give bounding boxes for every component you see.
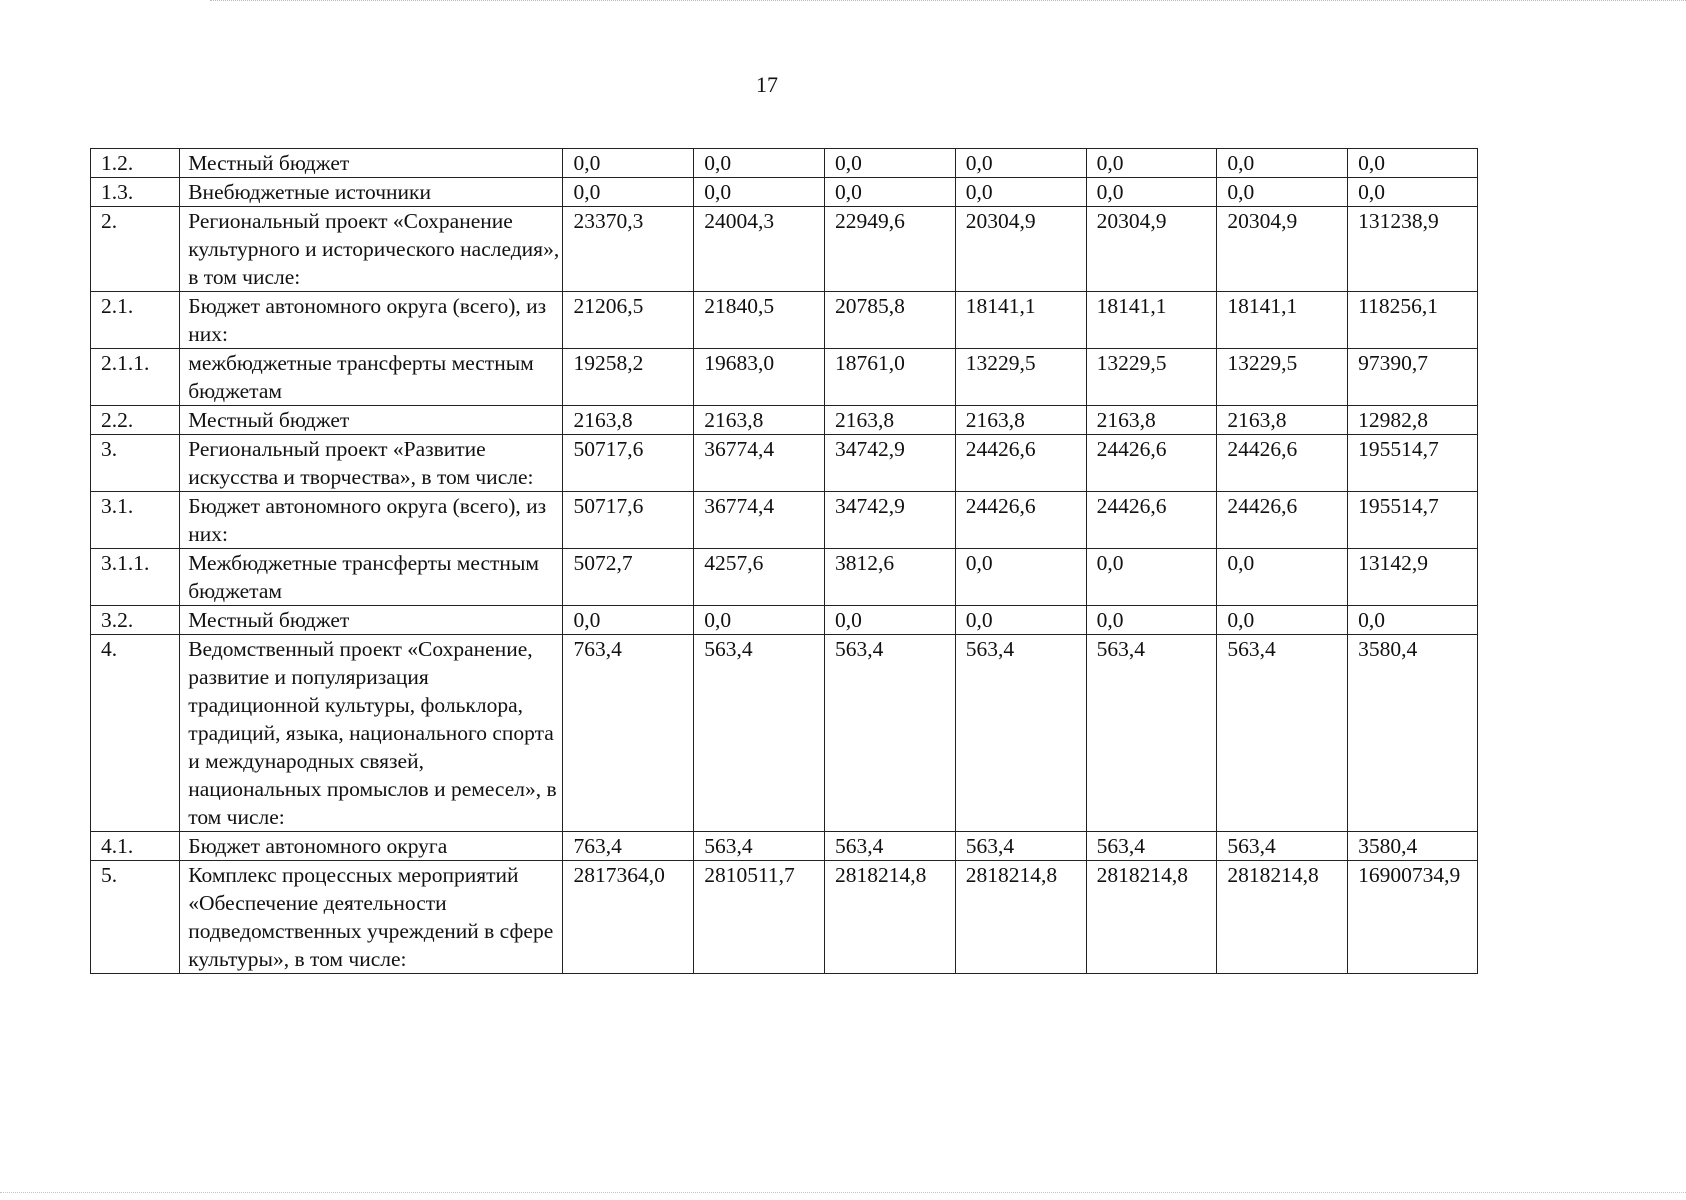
row-value: 0,0 bbox=[1086, 178, 1217, 207]
row-value: 13229,5 bbox=[955, 349, 1086, 406]
row-value: 4257,6 bbox=[694, 549, 825, 606]
table-row bbox=[91, 406, 1478, 435]
row-value: 195514,7 bbox=[1348, 492, 1478, 549]
row-code: 1.3. bbox=[91, 178, 180, 207]
row-value: 0,0 bbox=[1086, 549, 1217, 606]
row-value: 0,0 bbox=[563, 606, 694, 635]
row-value: 18141,1 bbox=[1217, 292, 1348, 349]
row-value: 2817364,0 bbox=[563, 861, 694, 974]
row-value: 0,0 bbox=[1217, 149, 1348, 178]
row-value: 19258,2 bbox=[563, 349, 694, 406]
row-name: Внебюджетные источники bbox=[180, 178, 563, 207]
row-value: 563,4 bbox=[694, 635, 825, 832]
row-value: 0,0 bbox=[1217, 549, 1348, 606]
row-value: 2810511,7 bbox=[694, 861, 825, 974]
row-value: 563,4 bbox=[955, 635, 1086, 832]
row-value: 763,4 bbox=[563, 832, 694, 861]
row-code: 3.2. bbox=[91, 606, 180, 635]
row-name: Местный бюджет bbox=[180, 149, 563, 178]
row-value: 563,4 bbox=[1086, 832, 1217, 861]
row-value: 763,4 bbox=[563, 635, 694, 832]
budget-table bbox=[90, 148, 1478, 974]
row-code: 3. bbox=[91, 435, 180, 492]
row-value: 34742,9 bbox=[825, 435, 956, 492]
row-value: 13142,9 bbox=[1348, 549, 1478, 606]
row-name: Бюджет автономного округа (всего), из них: bbox=[180, 292, 563, 349]
row-value: 97390,7 bbox=[1348, 349, 1478, 406]
table-row bbox=[91, 178, 1478, 207]
row-code: 2.1. bbox=[91, 292, 180, 349]
row-code: 4. bbox=[91, 635, 180, 832]
row-value: 24426,6 bbox=[1217, 492, 1348, 549]
row-value: 13229,5 bbox=[1086, 349, 1217, 406]
row-value: 0,0 bbox=[694, 178, 825, 207]
row-value: 24426,6 bbox=[1086, 492, 1217, 549]
row-value: 2163,8 bbox=[563, 406, 694, 435]
table-row bbox=[91, 435, 1478, 492]
row-value: 563,4 bbox=[825, 635, 956, 832]
row-value: 13229,5 bbox=[1217, 349, 1348, 406]
table-body bbox=[91, 149, 1478, 974]
row-value: 0,0 bbox=[1348, 178, 1478, 207]
row-value: 12982,8 bbox=[1348, 406, 1478, 435]
row-name: Ведомственный проект «Сохранение, развитие и популяризация традиционной культуры, фольклора, традиций, языка, национального спорта и международных связей, национальных промыслов и ремесел», в том числе: bbox=[180, 635, 563, 832]
row-value: 563,4 bbox=[1086, 635, 1217, 832]
row-value: 3580,4 bbox=[1348, 832, 1478, 861]
row-value: 0,0 bbox=[1217, 606, 1348, 635]
row-name: Бюджет автономного округа (всего), из них: bbox=[180, 492, 563, 549]
row-value: 0,0 bbox=[955, 549, 1086, 606]
row-value: 0,0 bbox=[825, 149, 956, 178]
row-value: 131238,9 bbox=[1348, 207, 1478, 292]
row-value: 195514,7 bbox=[1348, 435, 1478, 492]
row-value: 36774,4 bbox=[694, 435, 825, 492]
row-value: 19683,0 bbox=[694, 349, 825, 406]
row-value: 24426,6 bbox=[1217, 435, 1348, 492]
row-value: 0,0 bbox=[825, 606, 956, 635]
row-value: 0,0 bbox=[1086, 149, 1217, 178]
row-value: 50717,6 bbox=[563, 492, 694, 549]
row-value: 0,0 bbox=[825, 178, 956, 207]
row-value: 0,0 bbox=[1086, 606, 1217, 635]
row-value: 0,0 bbox=[955, 178, 1086, 207]
table-row bbox=[91, 861, 1478, 974]
row-code: 2.1.1. bbox=[91, 349, 180, 406]
row-value: 20304,9 bbox=[955, 207, 1086, 292]
row-value: 2818214,8 bbox=[1217, 861, 1348, 974]
table-row bbox=[91, 492, 1478, 549]
row-value: 16900734,9 bbox=[1348, 861, 1478, 974]
row-code: 2.2. bbox=[91, 406, 180, 435]
row-code: 2. bbox=[91, 207, 180, 292]
row-name: Региональный проект «Сохранение культурного и исторического наследия», в том числе: bbox=[180, 207, 563, 292]
row-value: 18761,0 bbox=[825, 349, 956, 406]
table-row bbox=[91, 149, 1478, 178]
table-row bbox=[91, 349, 1478, 406]
row-value: 2818214,8 bbox=[1086, 861, 1217, 974]
row-value: 563,4 bbox=[1217, 832, 1348, 861]
row-value: 0,0 bbox=[955, 606, 1086, 635]
row-value: 20785,8 bbox=[825, 292, 956, 349]
row-code: 3.1.1. bbox=[91, 549, 180, 606]
row-value: 22949,6 bbox=[825, 207, 956, 292]
row-value: 21840,5 bbox=[694, 292, 825, 349]
row-value: 2818214,8 bbox=[955, 861, 1086, 974]
table-row bbox=[91, 832, 1478, 861]
row-value: 5072,7 bbox=[563, 549, 694, 606]
row-value: 563,4 bbox=[1217, 635, 1348, 832]
row-value: 18141,1 bbox=[955, 292, 1086, 349]
row-code: 4.1. bbox=[91, 832, 180, 861]
row-name: Межбюджетные трансферты местным бюджетам bbox=[180, 549, 563, 606]
row-value: 0,0 bbox=[694, 149, 825, 178]
row-name: Местный бюджет bbox=[180, 406, 563, 435]
row-value: 563,4 bbox=[955, 832, 1086, 861]
row-value: 0,0 bbox=[1217, 178, 1348, 207]
row-name: межбюджетные трансферты местным бюджетам bbox=[180, 349, 563, 406]
table-row bbox=[91, 292, 1478, 349]
row-value: 563,4 bbox=[825, 832, 956, 861]
row-value: 563,4 bbox=[694, 832, 825, 861]
table-row bbox=[91, 549, 1478, 606]
row-name: Комплекс процессных мероприятий «Обеспечение деятельности подведомственных учреждений в сфере культуры», в том числе: bbox=[180, 861, 563, 974]
row-code: 5. bbox=[91, 861, 180, 974]
scan-edge-top bbox=[210, 0, 1686, 1]
row-value: 2163,8 bbox=[825, 406, 956, 435]
row-value: 24426,6 bbox=[955, 435, 1086, 492]
table-row bbox=[91, 207, 1478, 292]
scan-edge-bottom bbox=[0, 1192, 1686, 1193]
row-code: 1.2. bbox=[91, 149, 180, 178]
row-value: 36774,4 bbox=[694, 492, 825, 549]
row-value: 0,0 bbox=[1348, 606, 1478, 635]
row-name: Региональный проект «Развитие искусства и творчества», в том числе: bbox=[180, 435, 563, 492]
row-code: 3.1. bbox=[91, 492, 180, 549]
row-value: 18141,1 bbox=[1086, 292, 1217, 349]
row-value: 50717,6 bbox=[563, 435, 694, 492]
row-value: 23370,3 bbox=[563, 207, 694, 292]
row-value: 20304,9 bbox=[1086, 207, 1217, 292]
row-value: 118256,1 bbox=[1348, 292, 1478, 349]
page-number: 17 bbox=[756, 72, 778, 97]
row-value: 0,0 bbox=[955, 149, 1086, 178]
row-name: Местный бюджет bbox=[180, 606, 563, 635]
row-value: 24426,6 bbox=[1086, 435, 1217, 492]
row-value: 3812,6 bbox=[825, 549, 956, 606]
row-value: 34742,9 bbox=[825, 492, 956, 549]
table-row bbox=[91, 606, 1478, 635]
table-row bbox=[91, 635, 1478, 832]
row-value: 20304,9 bbox=[1217, 207, 1348, 292]
row-value: 2163,8 bbox=[1086, 406, 1217, 435]
row-value: 0,0 bbox=[563, 178, 694, 207]
row-value: 2163,8 bbox=[1217, 406, 1348, 435]
row-value: 21206,5 bbox=[563, 292, 694, 349]
row-value: 2163,8 bbox=[955, 406, 1086, 435]
row-value: 2163,8 bbox=[694, 406, 825, 435]
row-value: 24426,6 bbox=[955, 492, 1086, 549]
row-value: 0,0 bbox=[694, 606, 825, 635]
row-value: 0,0 bbox=[563, 149, 694, 178]
row-value: 24004,3 bbox=[694, 207, 825, 292]
row-value: 0,0 bbox=[1348, 149, 1478, 178]
row-value: 2818214,8 bbox=[825, 861, 956, 974]
row-name: Бюджет автономного округа bbox=[180, 832, 563, 861]
row-value: 3580,4 bbox=[1348, 635, 1478, 832]
